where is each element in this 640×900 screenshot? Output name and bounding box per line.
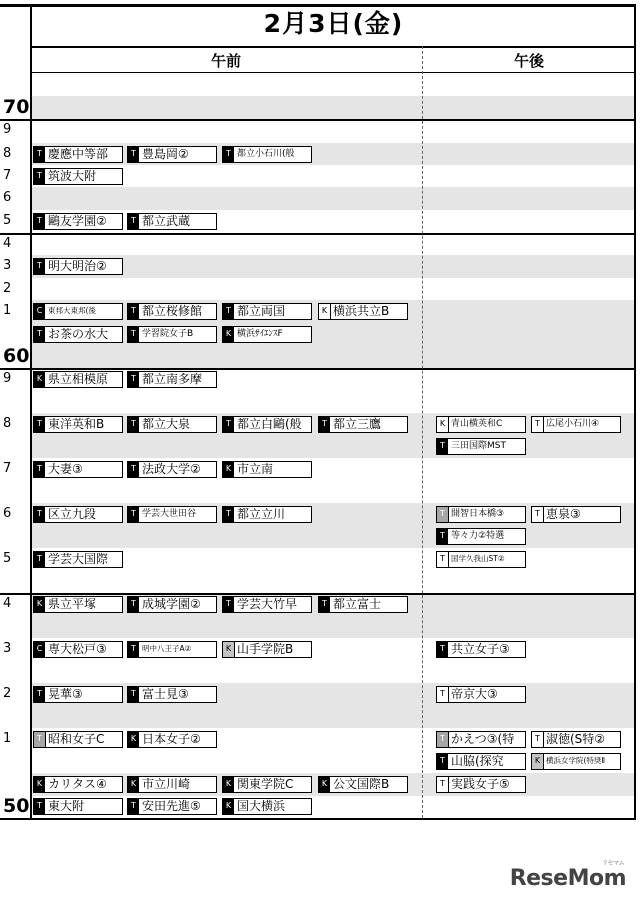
- school-name: 帝京大③: [451, 687, 498, 701]
- school-entry[interactable]: [33, 146, 123, 163]
- school-name: 都立大泉: [142, 417, 191, 431]
- school-name: 関東学院C: [237, 777, 294, 791]
- school-name: 県立平塚: [48, 597, 97, 611]
- school-entry[interactable]: [127, 506, 217, 523]
- school-entry[interactable]: [436, 731, 526, 748]
- school-name: 東大附: [48, 799, 85, 813]
- school-name: 三田国際MST: [451, 441, 506, 451]
- school-name: 山手学院B: [237, 642, 294, 656]
- logo-ruby: リセマム: [602, 860, 624, 867]
- school-name: 明大明治②: [48, 259, 107, 273]
- school-entry[interactable]: [222, 596, 312, 613]
- deviation-label: 6: [3, 506, 12, 521]
- school-entry[interactable]: [318, 776, 408, 793]
- school-name: カリタス④: [48, 777, 107, 791]
- school-entry[interactable]: [436, 551, 526, 568]
- region-badge: K: [223, 799, 234, 814]
- deviation-label: 3: [3, 641, 12, 656]
- pm-column-header: 午後: [513, 52, 544, 70]
- school-entry[interactable]: [33, 641, 123, 658]
- region-badge: T: [223, 597, 234, 612]
- region-badge: T: [532, 417, 544, 432]
- region-badge: T: [532, 732, 544, 747]
- region-badge: K: [128, 732, 139, 747]
- school-name: 東邦大東邦(後: [48, 306, 96, 315]
- deviation-label: 7: [3, 168, 12, 183]
- school-entry[interactable]: [127, 146, 217, 163]
- school-name: 都立武蔵: [142, 214, 191, 228]
- region-badge: K: [34, 597, 45, 612]
- school-entry[interactable]: [318, 303, 408, 320]
- grid-border-right: [634, 4, 636, 820]
- grid-rule: [31, 72, 636, 73]
- school-entry[interactable]: [531, 506, 621, 523]
- school-entry[interactable]: [33, 776, 123, 793]
- region-badge: T: [34, 214, 45, 229]
- page-title: 2月3日(金): [263, 9, 404, 38]
- school-entry[interactable]: [222, 506, 312, 523]
- region-badge: T: [128, 507, 139, 522]
- deviation-major-label: 70: [3, 96, 30, 118]
- region-badge: T: [223, 147, 234, 162]
- region-badge: T: [34, 259, 45, 274]
- deviation-label: 2: [3, 686, 12, 701]
- school-name: 筑波大附: [48, 169, 97, 183]
- region-badge: T: [437, 754, 448, 769]
- resemom-logo: [509, 860, 626, 891]
- deviation-label: 9: [3, 371, 12, 386]
- school-name: 県立相模原: [48, 372, 109, 386]
- school-name: 横浜ｻｲｴﾝｽF: [237, 329, 283, 339]
- school-entry[interactable]: [436, 528, 526, 545]
- school-name: 専大松戸③: [48, 642, 107, 656]
- school-name: 青山横英和C: [451, 419, 503, 429]
- school-name: 公文国際B: [333, 777, 390, 791]
- school-name: 大妻③: [48, 462, 83, 476]
- school-name: 広尾小石川④: [546, 419, 600, 429]
- region-badge: T: [437, 529, 448, 544]
- deviation-major-label: 60: [3, 345, 30, 367]
- region-badge: K: [319, 777, 330, 792]
- school-entry[interactable]: [33, 596, 123, 613]
- school-name: 都立両国: [237, 304, 286, 318]
- school-name: 安田先進⑤: [142, 799, 201, 813]
- school-name: 晃華③: [48, 687, 83, 701]
- region-badge: T: [128, 304, 139, 319]
- school-entry[interactable]: [436, 753, 526, 770]
- school-name: 日本女子②: [142, 732, 201, 746]
- school-name: 淑徳(S特②: [546, 732, 606, 746]
- deviation-label: 7: [3, 461, 12, 476]
- school-entry[interactable]: [222, 641, 312, 658]
- deviation-label: 1: [3, 731, 12, 746]
- school-entry[interactable]: [436, 641, 526, 658]
- region-badge: K: [437, 417, 449, 432]
- region-badge: T: [128, 642, 139, 657]
- school-name: 学芸大世田谷: [142, 509, 197, 519]
- region-badge: T: [223, 304, 234, 319]
- region-badge: K: [223, 327, 234, 342]
- region-badge: C: [34, 304, 45, 319]
- deviation-label: 6: [3, 190, 12, 205]
- region-badge: T: [437, 687, 449, 702]
- school-name: 都立南多摩: [142, 372, 203, 386]
- grid-rule: [0, 818, 636, 820]
- deviation-label: 4: [3, 236, 12, 251]
- school-name: 開智日本橋③: [451, 509, 505, 519]
- school-entry[interactable]: [127, 371, 217, 388]
- school-entry[interactable]: [127, 326, 217, 343]
- school-entry[interactable]: [222, 416, 312, 433]
- school-name: 明中八王子A②: [142, 644, 192, 653]
- school-name: 市立南: [237, 462, 274, 476]
- deviation-label: 8: [3, 416, 12, 431]
- school-entry[interactable]: [127, 798, 217, 815]
- school-name: 都立三鷹: [333, 417, 382, 431]
- region-badge: T: [34, 147, 45, 162]
- school-entry[interactable]: [127, 776, 217, 793]
- school-entry[interactable]: [222, 326, 312, 343]
- region-badge: T: [34, 552, 45, 567]
- school-entry[interactable]: [33, 326, 123, 343]
- deviation-label: 5: [3, 551, 12, 566]
- school-entry[interactable]: [436, 416, 526, 433]
- school-entry[interactable]: [531, 731, 621, 748]
- grid-rule: [0, 368, 636, 370]
- school-entry[interactable]: [33, 213, 123, 230]
- am-column-header: 午前: [210, 52, 241, 70]
- school-entry[interactable]: [33, 798, 123, 815]
- region-badge: K: [128, 777, 139, 792]
- grid-rule: [0, 119, 636, 121]
- deviation-label: 5: [3, 213, 12, 228]
- school-entry[interactable]: [33, 371, 123, 388]
- row-shading: [31, 96, 636, 119]
- school-entry[interactable]: [222, 303, 312, 320]
- region-badge: K: [223, 462, 234, 477]
- region-badge: K: [34, 777, 45, 792]
- region-badge: T: [128, 687, 139, 702]
- region-badge: T: [319, 417, 330, 432]
- am-pm-divider: [422, 46, 423, 818]
- school-name: 共立女子③: [451, 642, 510, 656]
- school-entry[interactable]: [127, 731, 217, 748]
- school-entry[interactable]: [222, 146, 312, 163]
- school-name: 国大横浜: [237, 799, 286, 813]
- school-entry[interactable]: [33, 303, 123, 320]
- region-badge: C: [34, 642, 45, 657]
- school-name: 学芸大国際: [48, 552, 109, 566]
- school-name: 東洋英和B: [48, 417, 105, 431]
- region-badge: T: [128, 372, 139, 387]
- school-entry[interactable]: [436, 438, 526, 455]
- region-badge: T: [34, 169, 45, 184]
- region-badge: T: [34, 732, 46, 747]
- row-shading: [31, 187, 636, 210]
- grid-rule: [0, 233, 636, 235]
- deviation-label: 3: [3, 258, 12, 273]
- school-name: 昭和女子C: [48, 732, 105, 746]
- school-name: 学習院女子B: [142, 329, 194, 339]
- region-badge: T: [437, 552, 449, 567]
- school-name: 横浜共立B: [333, 304, 390, 318]
- deviation-label: 9: [3, 122, 12, 137]
- region-badge: K: [223, 777, 234, 792]
- region-badge: T: [128, 147, 139, 162]
- region-badge: T: [128, 799, 139, 814]
- region-badge: T: [437, 732, 449, 747]
- school-name: 富士見③: [142, 687, 189, 701]
- school-entry[interactable]: [222, 776, 312, 793]
- school-entry[interactable]: [33, 551, 123, 568]
- school-entry[interactable]: [33, 731, 123, 748]
- region-badge: T: [319, 597, 330, 612]
- school-entry[interactable]: [436, 776, 526, 793]
- grid-rule: [0, 593, 636, 595]
- region-badge: T: [34, 799, 45, 814]
- school-name: 都立白鷗(般: [237, 417, 302, 431]
- school-name: かえつ③(特: [451, 732, 515, 746]
- grid-rule: [31, 46, 636, 48]
- region-badge: K: [223, 642, 235, 657]
- region-badge: T: [223, 507, 234, 522]
- school-entry[interactable]: [33, 506, 123, 523]
- school-name: 実践女子⑤: [451, 777, 510, 791]
- school-name: 学芸大竹早: [237, 597, 298, 611]
- school-entry[interactable]: [127, 596, 217, 613]
- region-badge: T: [532, 507, 544, 522]
- deviation-label: 4: [3, 596, 12, 611]
- school-entry[interactable]: [318, 416, 408, 433]
- school-name: 豊島岡②: [142, 147, 189, 161]
- region-badge: T: [34, 687, 45, 702]
- school-entry[interactable]: [33, 168, 123, 185]
- school-name: 横浜女学院(特奨Ⅱ: [546, 756, 606, 765]
- school-name: 都立立川: [237, 507, 286, 521]
- region-badge: T: [128, 462, 139, 477]
- region-badge: T: [437, 507, 449, 522]
- school-entry[interactable]: [127, 686, 217, 703]
- school-name: 都立小石川(般: [237, 149, 295, 159]
- school-name: 慶應中等部: [48, 147, 109, 161]
- school-name: 都立富士: [333, 597, 382, 611]
- grid-rule: [0, 4, 636, 7]
- school-entry[interactable]: [127, 303, 217, 320]
- school-name: 鷗友学園②: [48, 214, 107, 228]
- school-entry[interactable]: [531, 753, 621, 770]
- school-entry[interactable]: [127, 641, 217, 658]
- school-entry[interactable]: [127, 461, 217, 478]
- region-badge: T: [223, 417, 234, 432]
- deviation-label: 8: [3, 146, 12, 161]
- region-badge: T: [128, 327, 139, 342]
- school-entry[interactable]: [127, 416, 217, 433]
- logo-text: ReseMom: [509, 866, 626, 891]
- region-badge: K: [319, 304, 331, 319]
- region-badge: K: [34, 372, 45, 387]
- grid-border-left: [30, 4, 32, 820]
- school-entry[interactable]: [127, 213, 217, 230]
- region-badge: T: [34, 417, 45, 432]
- region-badge: T: [437, 439, 448, 454]
- region-badge: K: [532, 754, 544, 769]
- school-name: 都立桜修館: [142, 304, 203, 318]
- school-name: 市立川崎: [142, 777, 191, 791]
- region-badge: T: [128, 417, 139, 432]
- region-badge: T: [437, 642, 448, 657]
- school-name: 区立九段: [48, 507, 97, 521]
- school-name: 国学久我山ST②: [451, 554, 505, 563]
- school-name: お茶の水大: [48, 327, 109, 341]
- school-entry[interactable]: [436, 686, 526, 703]
- school-entry[interactable]: [318, 596, 408, 613]
- school-entry[interactable]: [222, 798, 312, 815]
- region-badge: T: [34, 462, 45, 477]
- deviation-label: 1: [3, 303, 12, 318]
- school-entry[interactable]: [33, 461, 123, 478]
- region-badge: T: [34, 327, 45, 342]
- school-entry[interactable]: [33, 258, 123, 275]
- region-badge: T: [34, 507, 45, 522]
- region-badge: T: [128, 214, 139, 229]
- deviation-major-label: 50: [3, 795, 30, 817]
- school-entry[interactable]: [222, 461, 312, 478]
- school-entry[interactable]: [531, 416, 621, 433]
- school-entry[interactable]: [436, 506, 526, 523]
- school-name: 法政大学②: [142, 462, 201, 476]
- school-name: 等々力②特選: [451, 531, 505, 541]
- region-badge: T: [437, 777, 449, 792]
- school-entry[interactable]: [33, 686, 123, 703]
- region-badge: T: [128, 597, 139, 612]
- school-entry[interactable]: [33, 416, 123, 433]
- school-name: 山脇(探究: [451, 754, 504, 768]
- school-name: 恵泉③: [546, 507, 581, 521]
- deviation-label: 2: [3, 281, 12, 296]
- school-name: 成城学園②: [142, 597, 201, 611]
